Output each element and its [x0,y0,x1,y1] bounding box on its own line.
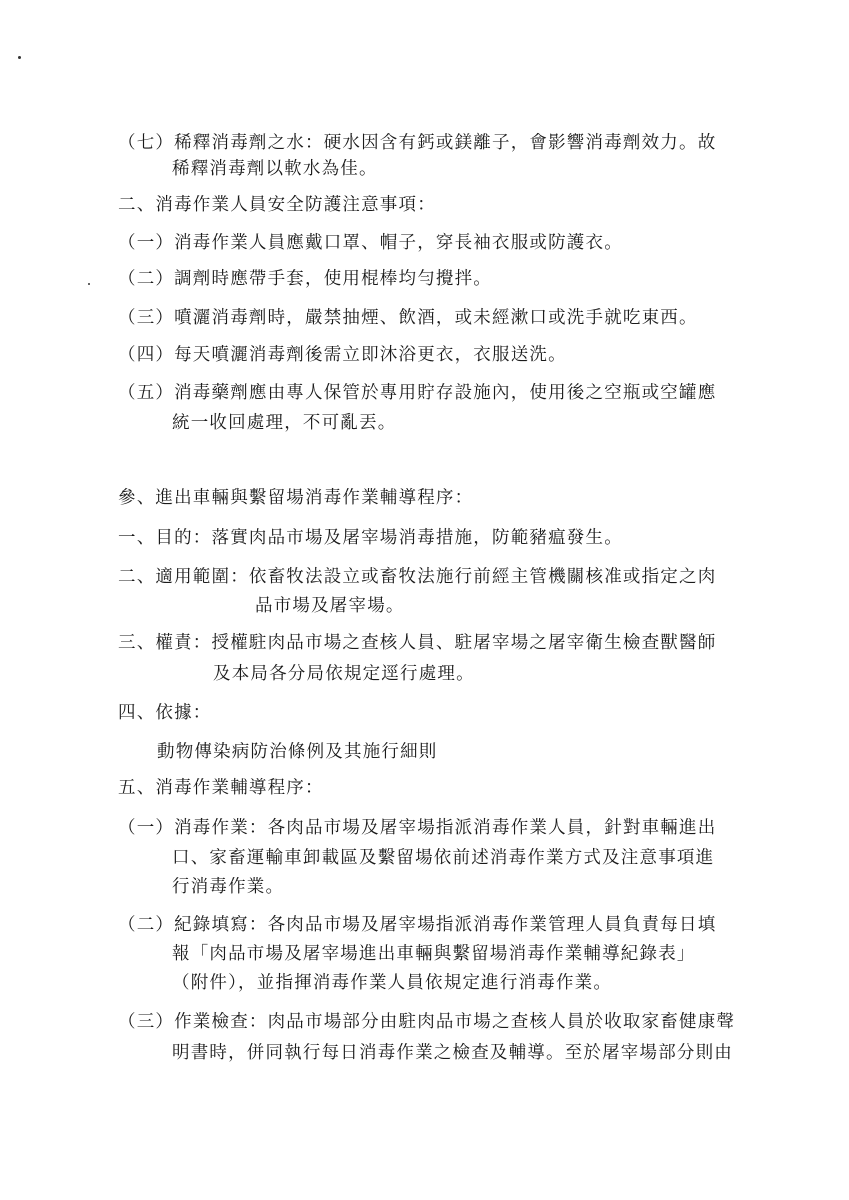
text-line: （五）消毒藥劑應由專人保管於專用貯存設施內，使用後之空瓶或空罐應 [118,383,717,403]
text-line: 三、權責：授權駐肉品市場之查核人員、駐屠宰場之屠宰衛生檢查獸醫師 [118,633,717,653]
text-line: （一）消毒作業：各肉品市場及屠宰場指派消毒作業人員，針對車輛進出 [118,818,717,838]
section-heading: 二、消毒作業人員安全防護注意事項： [118,195,436,215]
scan-speck [18,56,21,59]
text-line: （附件），並指揮消毒作業人員依規定進行消毒作業。 [172,973,613,993]
text-line: 統一收回處理，不可亂丟。 [172,413,397,433]
text-line: （一）消毒作業人員應戴口罩、帽子，穿長袖衣服或防護衣。 [118,233,623,253]
text-line: 及本局各分局依規定逕行處理。 [213,664,475,684]
text-line: （四）每天噴灑消毒劑後需立即沐浴更衣，衣服送洗。 [118,345,567,365]
section-heading: 五、消毒作業輔導程序： [118,778,324,798]
text-line: 稀釋消毒劑以軟水為佳。 [172,159,378,179]
text-line: 口、家畜運輸車卸載區及繫留場依前述消毒作業方式及注意事項進 [172,848,715,868]
section-heading: 四、依據： [118,703,212,723]
text-line: （二）紀錄填寫：各肉品市場及屠宰場指派消毒作業管理人員負責每日填 [118,915,717,935]
text-line: 品市場及屠宰場。 [255,596,405,616]
text-line: 行消毒作業。 [172,877,285,897]
text-line: 動物傳染病防治條例及其施行細則 [157,742,438,762]
text-line: 二、適用範圍：依畜牧法設立或畜牧法施行前經主管機關核准或指定之肉 [118,567,717,587]
text-line: 報「肉品市場及屠宰場進出車輛與繫留場消毒作業輔導紀錄表」 [172,944,696,964]
text-line: （三）作業檢查：肉品市場部分由駐肉品市場之查核人員於收取家畜健康聲 [118,1012,736,1032]
chapter-heading: 參、進出車輛與繫留場消毒作業輔導程序： [118,488,474,508]
text-line: 一、目的：落實肉品市場及屠宰場消毒措施，防範豬瘟發生。 [118,528,623,548]
scan-speck [88,283,90,285]
text-line: （七）稀釋消毒劑之水：硬水因含有鈣或鎂離子，會影響消毒劑效力。故 [118,133,717,153]
text-line: （三）噴灑消毒劑時，嚴禁抽煙、飲酒，或未經漱口或洗手就吃東西。 [118,308,698,328]
text-line: （二）調劑時應帶手套，使用棍棒均勻攪拌。 [118,269,492,289]
text-line: 明書時，併同執行每日消毒作業之檢查及輔導。至於屠宰場部分則由 [172,1043,733,1063]
